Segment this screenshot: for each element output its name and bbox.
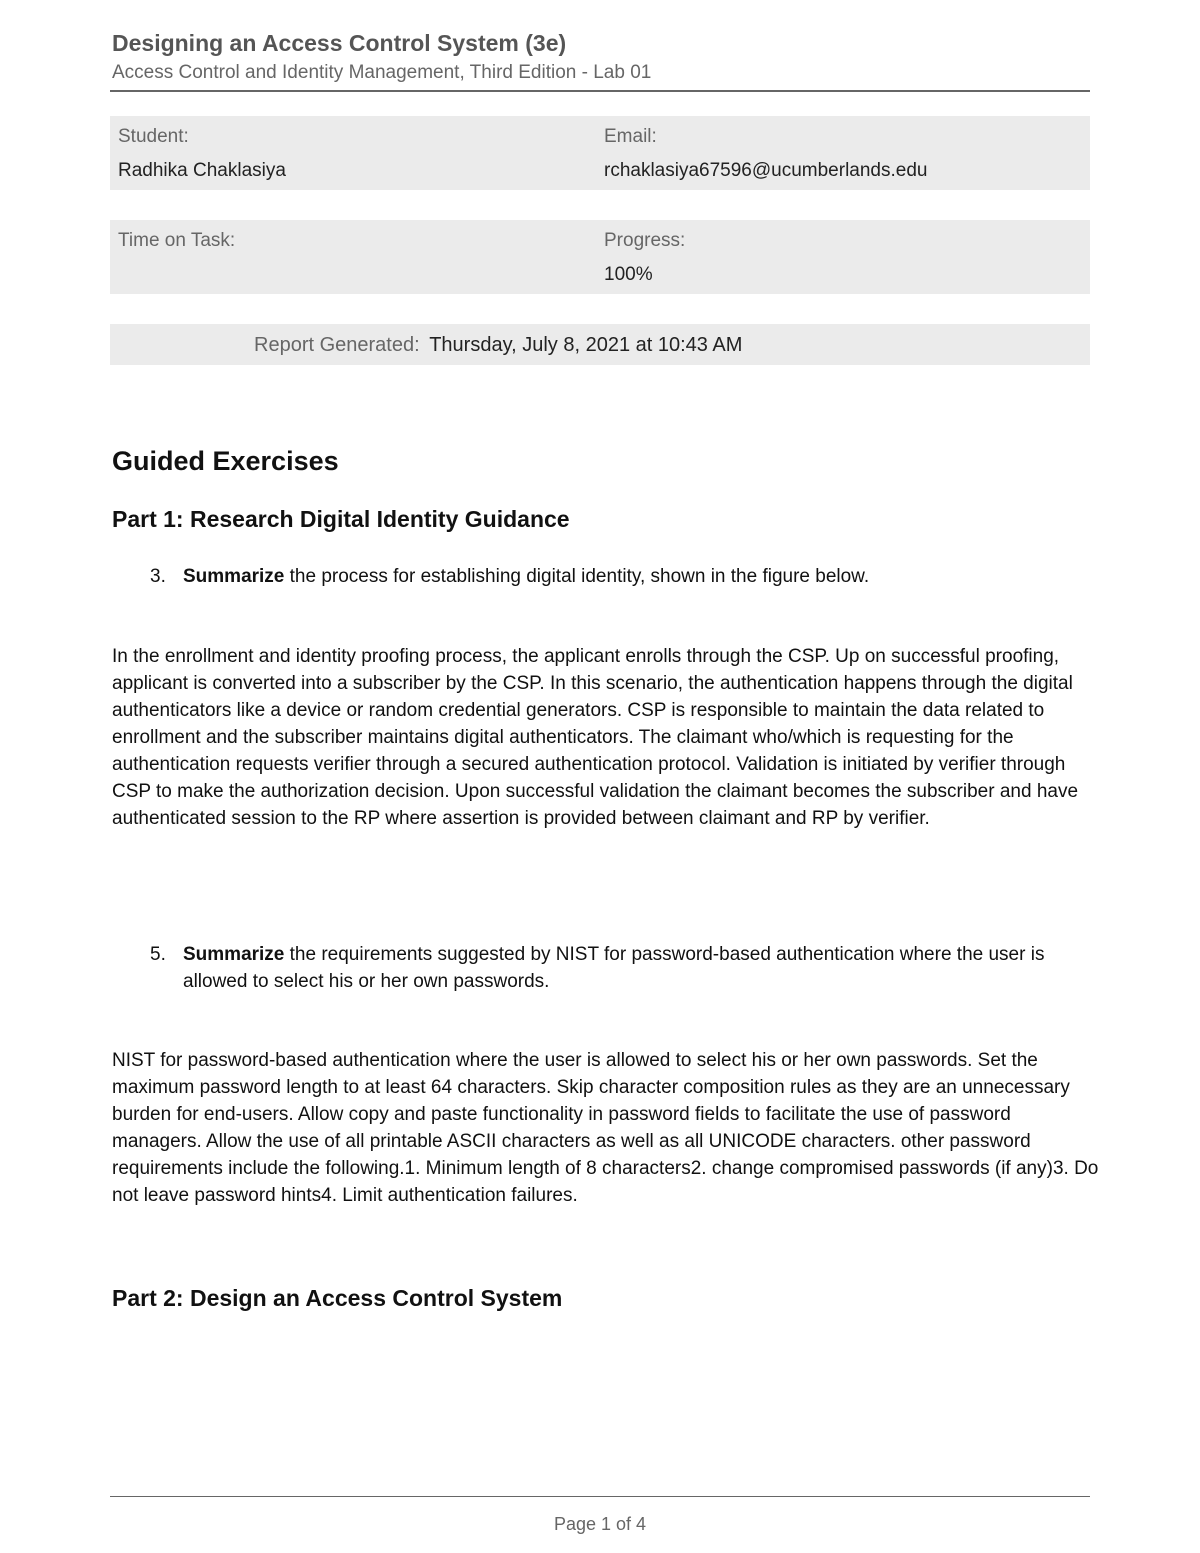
email-cell bbox=[604, 126, 927, 182]
report-box bbox=[110, 324, 1090, 365]
question-5-keyword: Summarize bbox=[183, 944, 285, 965]
progress-info-box bbox=[110, 220, 1090, 294]
email-label: Email: bbox=[604, 126, 657, 147]
time-cell bbox=[118, 230, 235, 264]
document-title: Designing an Access Control System (3e) bbox=[112, 30, 567, 56]
report-generated bbox=[254, 334, 742, 357]
question-5-body: the requirements suggested by NIST for password-based authentication where the user is allowed to select his or her own passwords. bbox=[183, 944, 1045, 992]
student-info-box bbox=[110, 116, 1090, 190]
header-divider bbox=[110, 90, 1090, 92]
footer-divider bbox=[110, 1496, 1090, 1497]
question-5-text bbox=[183, 941, 1070, 995]
section-title: Guided Exercises bbox=[112, 446, 339, 476]
student-cell bbox=[118, 126, 286, 182]
question-3-keyword: Summarize bbox=[183, 566, 285, 587]
question-3 bbox=[150, 563, 1070, 590]
answer-5: NIST for password-based authentication where the user is allowed to select his or her own passwords. Set the maximum password length to at least 64 characters. Skip character composition rules as they are an unnecessary burden for end-users. Allow copy and paste functionality in password fields to facilitate the use of password managers. Allow the use of all printable ASCII characters as well as all UNICODE characters. other password requirements include the following.1. Minimum length of 8 characters2. change compromised passwords (if any)3. Do not leave password hints4. Limit authentication failures. bbox=[112, 1050, 1099, 1206]
student-label: Student: bbox=[118, 126, 189, 147]
question-3-number: 3. bbox=[150, 566, 166, 587]
question-3-text bbox=[183, 563, 1070, 590]
page-number: Page 1 of 4 bbox=[553, 1514, 647, 1534]
question-5-number: 5. bbox=[150, 944, 166, 965]
report-generated-value: Thursday, July 8, 2021 at 10:43 AM bbox=[429, 334, 743, 356]
question-3-body: the process for establishing digital identity, shown in the figure below. bbox=[284, 566, 870, 587]
part2-heading: Part 2: Design an Access Control System bbox=[112, 1285, 563, 1311]
question-5 bbox=[150, 941, 1070, 995]
progress-label: Progress: bbox=[604, 230, 686, 251]
answer-3: In the enrollment and identity proofing process, the applicant enrolls through the CSP. Up on successful proofing, applicant is converted into a subscriber by the CSP. In this scenario, the authentication happens through the digital authenticators like a device or random credential generators. CSP is responsible to maintain the data related to enrollment and the subscriber maintains digital authenticators. The claimant who/which is requesting for the authentication requests verifier through a secured authentication protocol. Validation is initiated by verifier through CSP to make the authorization decision. Upon successful validation the claimant becomes the subscriber and have authenticated session to the RP where assertion is provided between claimant and RP by verifier. bbox=[112, 646, 1079, 829]
student-value: Radhika Chaklasiya bbox=[118, 160, 286, 181]
progress-value: 100% bbox=[604, 264, 653, 285]
part1-heading: Part 1: Research Digital Identity Guidance bbox=[112, 506, 570, 532]
document-subtitle: Access Control and Identity Management, Third Edition - Lab 01 bbox=[112, 62, 652, 83]
email-value: rchaklasiya67596@ucumberlands.edu bbox=[604, 160, 928, 181]
time-on-task-label: Time on Task: bbox=[118, 230, 236, 251]
progress-cell bbox=[604, 230, 685, 286]
report-generated-label: Report Generated: bbox=[254, 334, 420, 356]
